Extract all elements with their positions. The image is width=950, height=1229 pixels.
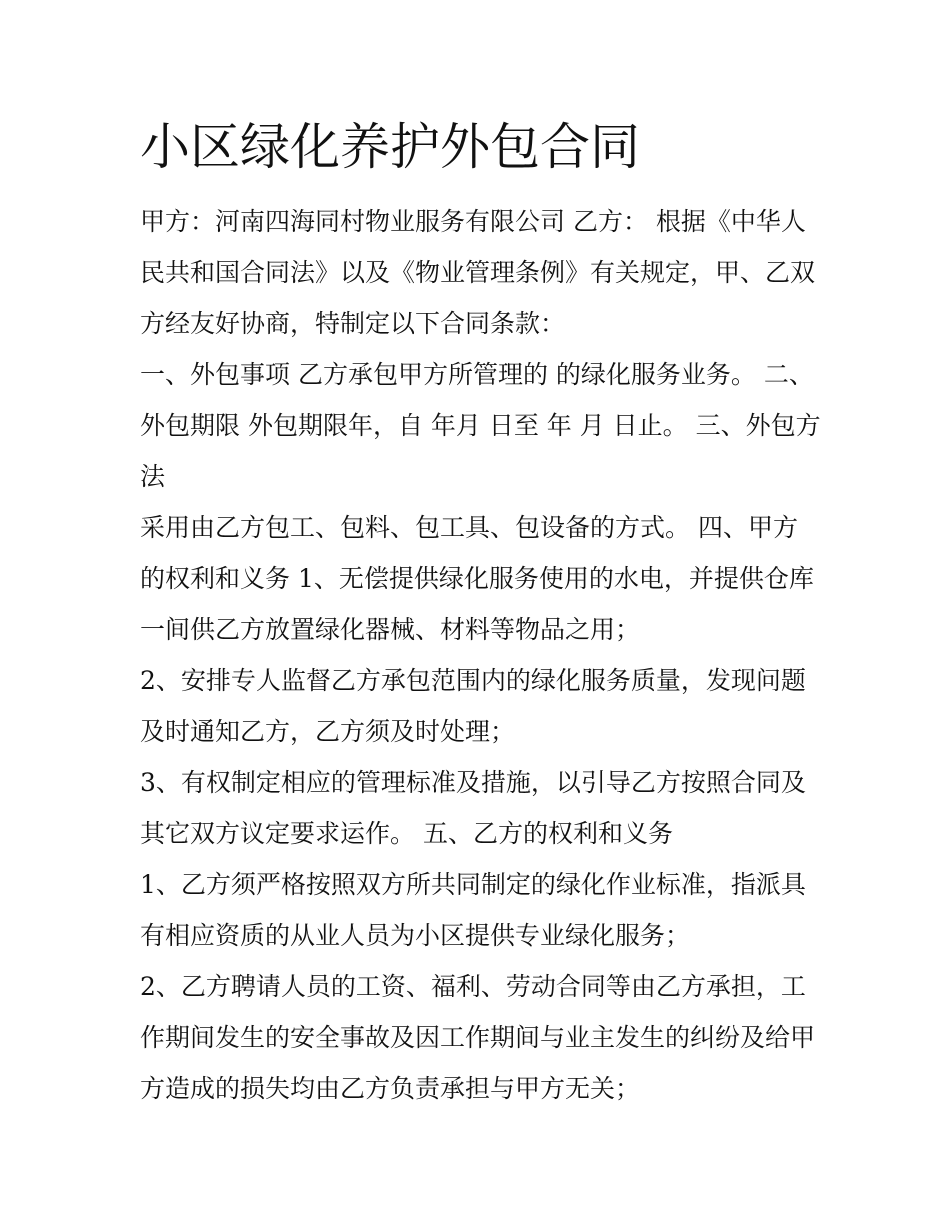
body-line: 一、外包事项 乙方承包甲方所管理的 的绿化服务业务。 二、 (140, 360, 814, 389)
body-line: 的权利和义务 1、无偿提供绿化服务使用的水电，并提供仓库 (140, 564, 814, 593)
body-line: 采用由乙方包工、包料、包工具、包设备的方式。 四、甲方 (140, 513, 798, 542)
body-line: 甲方：河南四海同村物业服务有限公司 乙方： 根据《中华人 (140, 207, 806, 236)
body-line: 民共和国合同法》以及《物业管理条例》有关规定，甲、乙双 (140, 258, 816, 287)
document-title: 小区绿化养护外包合同 (140, 118, 640, 176)
body-line: 3、有权制定相应的管理标准及措施，以引导乙方按照合同及 (140, 768, 806, 797)
body-line: 2、安排专人监督乙方承包范围内的绿化服务质量，发现问题 (140, 666, 806, 695)
body-line: 2、乙方聘请人员的工资、福利、劳动合同等由乙方承担，工 (140, 972, 806, 1001)
body-line: 1、乙方须严格按照双方所共同制定的绿化作业标准，指派具 (140, 870, 806, 899)
body-line: 及时通知乙方，乙方须及时处理； (140, 717, 516, 746)
body-line: 其它双方议定要求运作。 五、乙方的权利和义务 (140, 819, 673, 848)
body-line: 法 (140, 462, 166, 491)
body-line: 方经友好协商，特制定以下合同条款： (140, 309, 566, 338)
body-line: 外包期限 外包期限年，自 年月 日至 年 月 日止。 三、外包方 (140, 411, 821, 440)
body-line: 方造成的损失均由乙方负责承担与甲方无关； (140, 1074, 641, 1103)
body-line: 有相应资质的从业人员为小区提供专业绿化服务； (140, 921, 691, 950)
body-line: 作期间发生的安全事故及因工作期间与业主发生的纠纷及给甲 (140, 1023, 816, 1052)
body-line: 一间供乙方放置绿化器械、材料等物品之用； (140, 615, 641, 644)
